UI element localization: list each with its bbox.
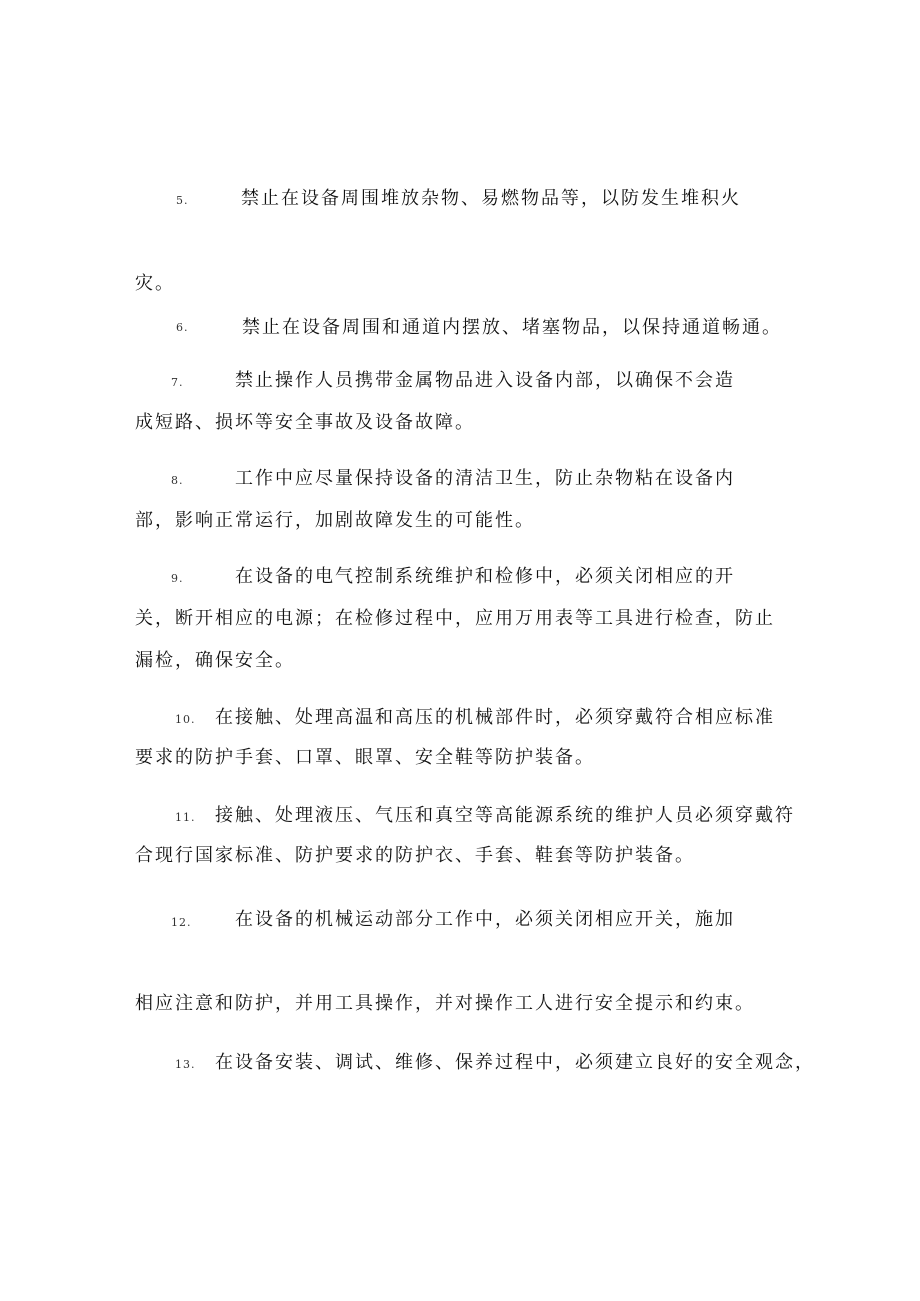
item-5-line-2: 灾。 [135,273,175,294]
item-number-12: 12. [171,916,192,929]
item-number-11: 11. [175,811,196,824]
item-8-line-2: 部，影响正常运行，加剧故障发生的可能性。 [135,510,535,531]
item-9-line-1: 在设备的电气控制系统维护和检修中，必须关闭相应的开 [235,566,735,587]
item-10-line-2: 要求的防护手套、口罩、眼罩、安全鞋等防护装备。 [135,747,595,768]
item-10-line-1: 在接触、处理高温和高压的机械部件时，必须穿戴符合相应标准 [215,707,775,728]
item-12-line-2: 相应注意和防护，并用工具操作，并对操作工人进行安全提示和约束。 [135,993,755,1014]
item-9-line-3: 漏检，确保安全。 [135,650,295,671]
item-7-line-1: 禁止操作人员携带金属物品进入设备内部，以确保不会造 [235,370,735,391]
item-12-line-1: 在设备的机械运动部分工作中，必须关闭相应开关，施加 [235,909,735,930]
item-11-line-2: 合现行国家标准、防护要求的防护衣、手套、鞋套等防护装备。 [135,845,695,866]
item-number-6: 6. [176,321,189,334]
item-9-line-2: 关，断开相应的电源；在检修过程中，应用万用表等工具进行检查，防止 [135,608,775,629]
item-8-line-1: 工作中应尽量保持设备的清洁卫生，防止杂物粘在设备内 [235,468,735,489]
item-number-10: 10. [175,713,196,726]
item-number-7: 7. [171,376,184,389]
item-5-line-1: 禁止在设备周围堆放杂物、易燃物品等，以防发生堆积火 [241,188,741,209]
item-number-9: 9. [171,572,184,585]
item-6-line-1: 禁止在设备周围和通道内摆放、堵塞物品，以保持通道畅通。 [242,317,782,338]
item-number-8: 8. [171,474,184,487]
item-7-line-2: 成短路、损坏等安全事故及设备故障。 [135,412,475,433]
item-13-line-1: 在设备安装、调试、维修、保养过程中，必须建立良好的安全观念， [215,1052,815,1073]
item-11-line-1: 接触、处理液压、气压和真空等高能源系统的维护人员必须穿戴符 [215,805,795,826]
item-number-5: 5. [176,194,189,207]
item-number-13: 13. [175,1058,196,1071]
